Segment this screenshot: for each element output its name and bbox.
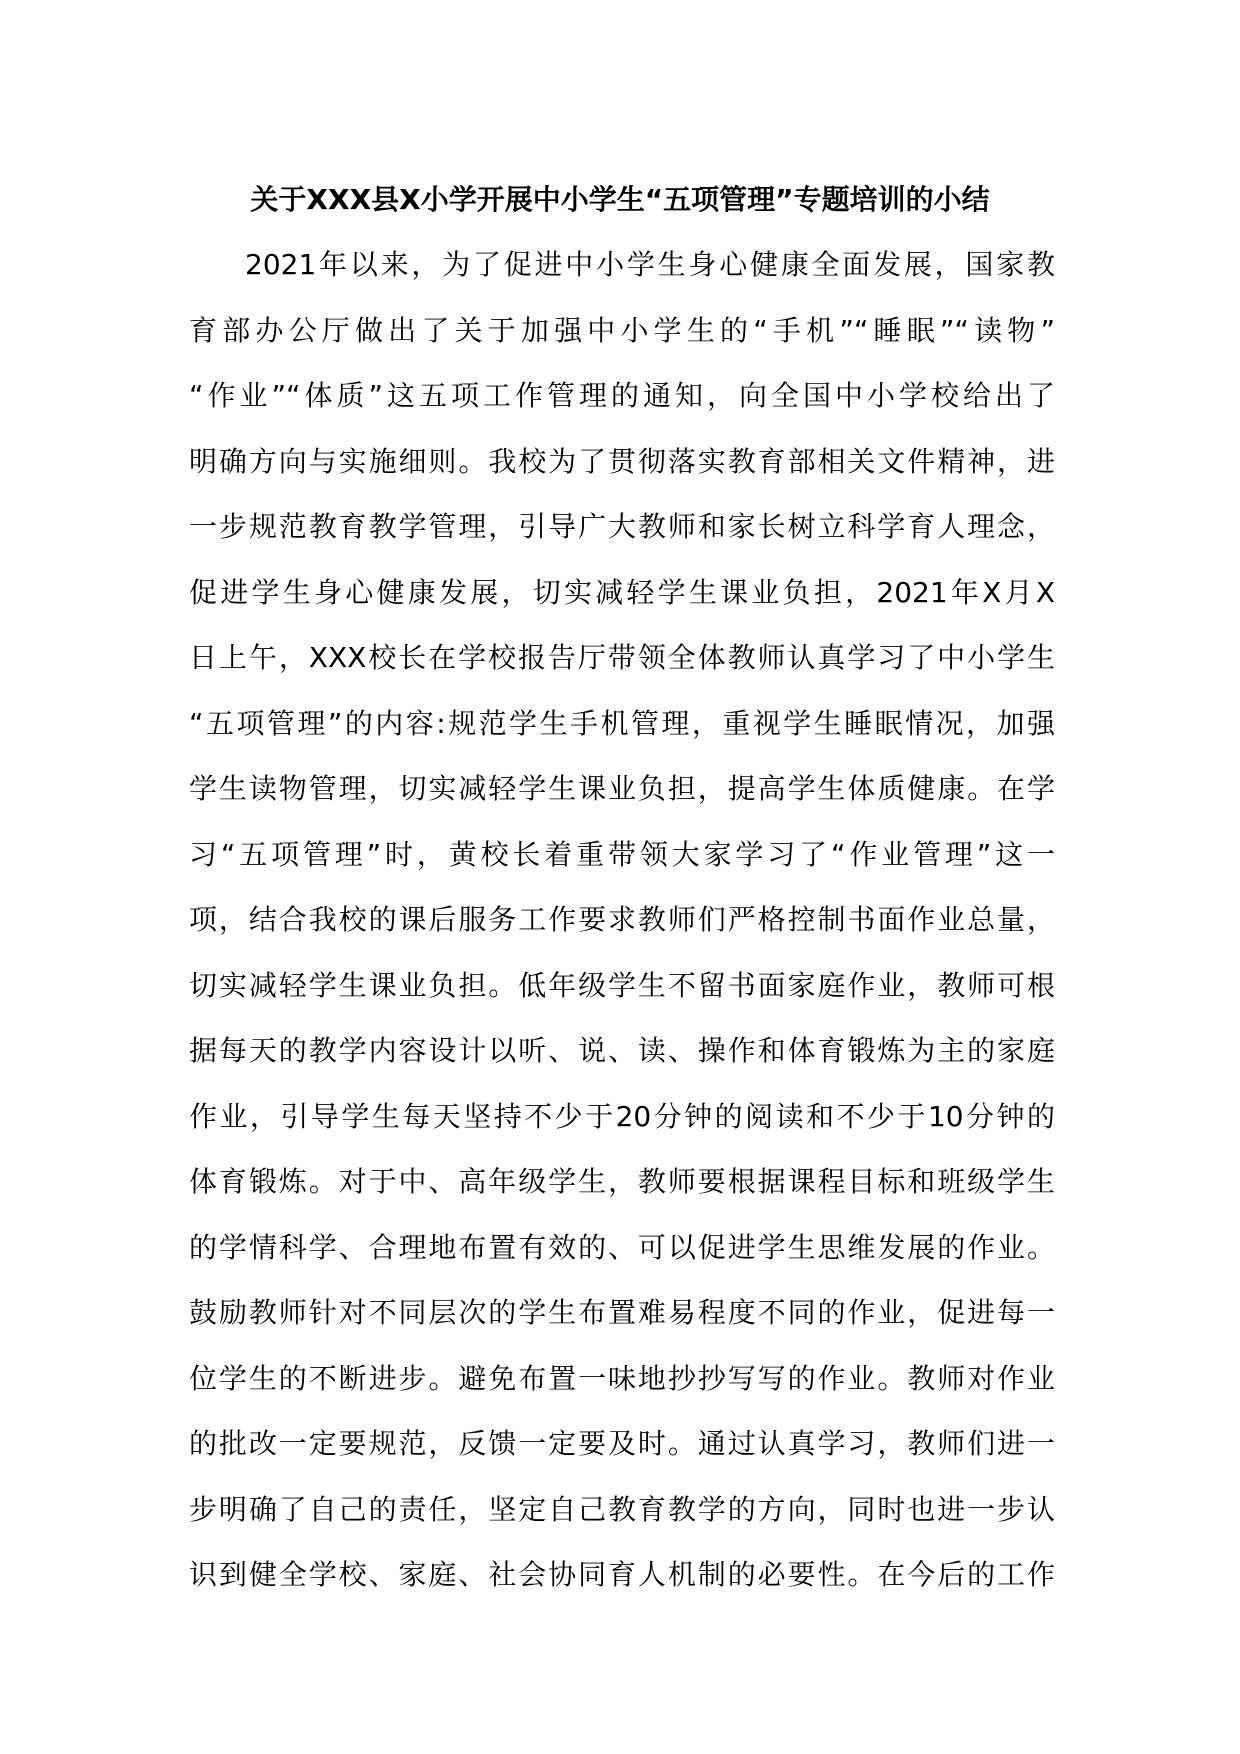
text-line: 习“五项管理”时，黄校长着重带领大家学习了“作业管理”这一 [189,837,1055,871]
text-line: 明确方向与实施细则。我校为了贯彻落实教育部相关文件精神，进 [189,444,1055,478]
text-line: 位学生的不断进步。避免布置一味地抄抄写写的作业。教师对作业 [189,1361,1055,1395]
text-line: 步明确了自己的责任，坚定自己教育教学的方向，同时也进一步认 [189,1492,1055,1526]
text-line: “作业”“体质”这五项工作管理的通知，向全国中小学校给出了 [189,379,1055,412]
text-line: 学生读物管理，切实减轻学生课业负担，提高学生体质健康。在学 [189,772,1055,805]
document-title: 关于XXX县X小学开展中小学生“五项管理”专题培训的小结 [250,183,990,216]
body-paragraph [189,245,1055,1621]
text-line: 的批改一定要规范，反馈一定要及时。通过认真学习，教师们进一 [189,1427,1055,1460]
text-line: 体育锻炼。对于中、高年级学生，教师要根据课程目标和班级学生 [189,1165,1055,1198]
text-line: 作业，引导学生每天坚持不少于20分钟的阅读和不少于10分钟的 [189,1099,1055,1133]
text-line: 鼓励教师针对不同层次的学生布置难易程度不同的作业，促进每一 [189,1296,1055,1329]
text-line: 切实减轻学生课业负担。低年级学生不留书面家庭作业，教师可根 [189,968,1055,1002]
text-line: 促进学生身心健康发展，切实减轻学生课业负担，2021年X月X [189,575,1055,609]
text-line: 2021年以来，为了促进中小学生身心健康全面发展，国家教 [245,248,1055,281]
text-line: 日上午，XXX校长在学校报告厅带领全体教师认真学习了中小学生 [189,641,1055,674]
text-line: 识到健全学校、家庭、社会协同育人机制的必要性。在今后的工作 [189,1558,1055,1591]
text-line: “五项管理”的内容:规范学生手机管理，重视学生睡眠情况，加强 [189,706,1055,740]
text-line: 一步规范教育教学管理，引导广大教师和家长树立科学育人理念， [189,510,1055,543]
text-line: 的学情科学、合理地布置有效的、可以促进学生思维发展的作业。 [189,1230,1055,1264]
text-line: 据每天的教学内容设计以听、说、读、操作和体育锻炼为主的家庭 [189,1034,1055,1067]
text-line: 项，结合我校的课后服务工作要求教师们严格控制书面作业总量， [189,903,1055,936]
text-line: 育部办公厅做出了关于加强中小学生的“手机”“睡眠”“读物” [189,313,1055,347]
